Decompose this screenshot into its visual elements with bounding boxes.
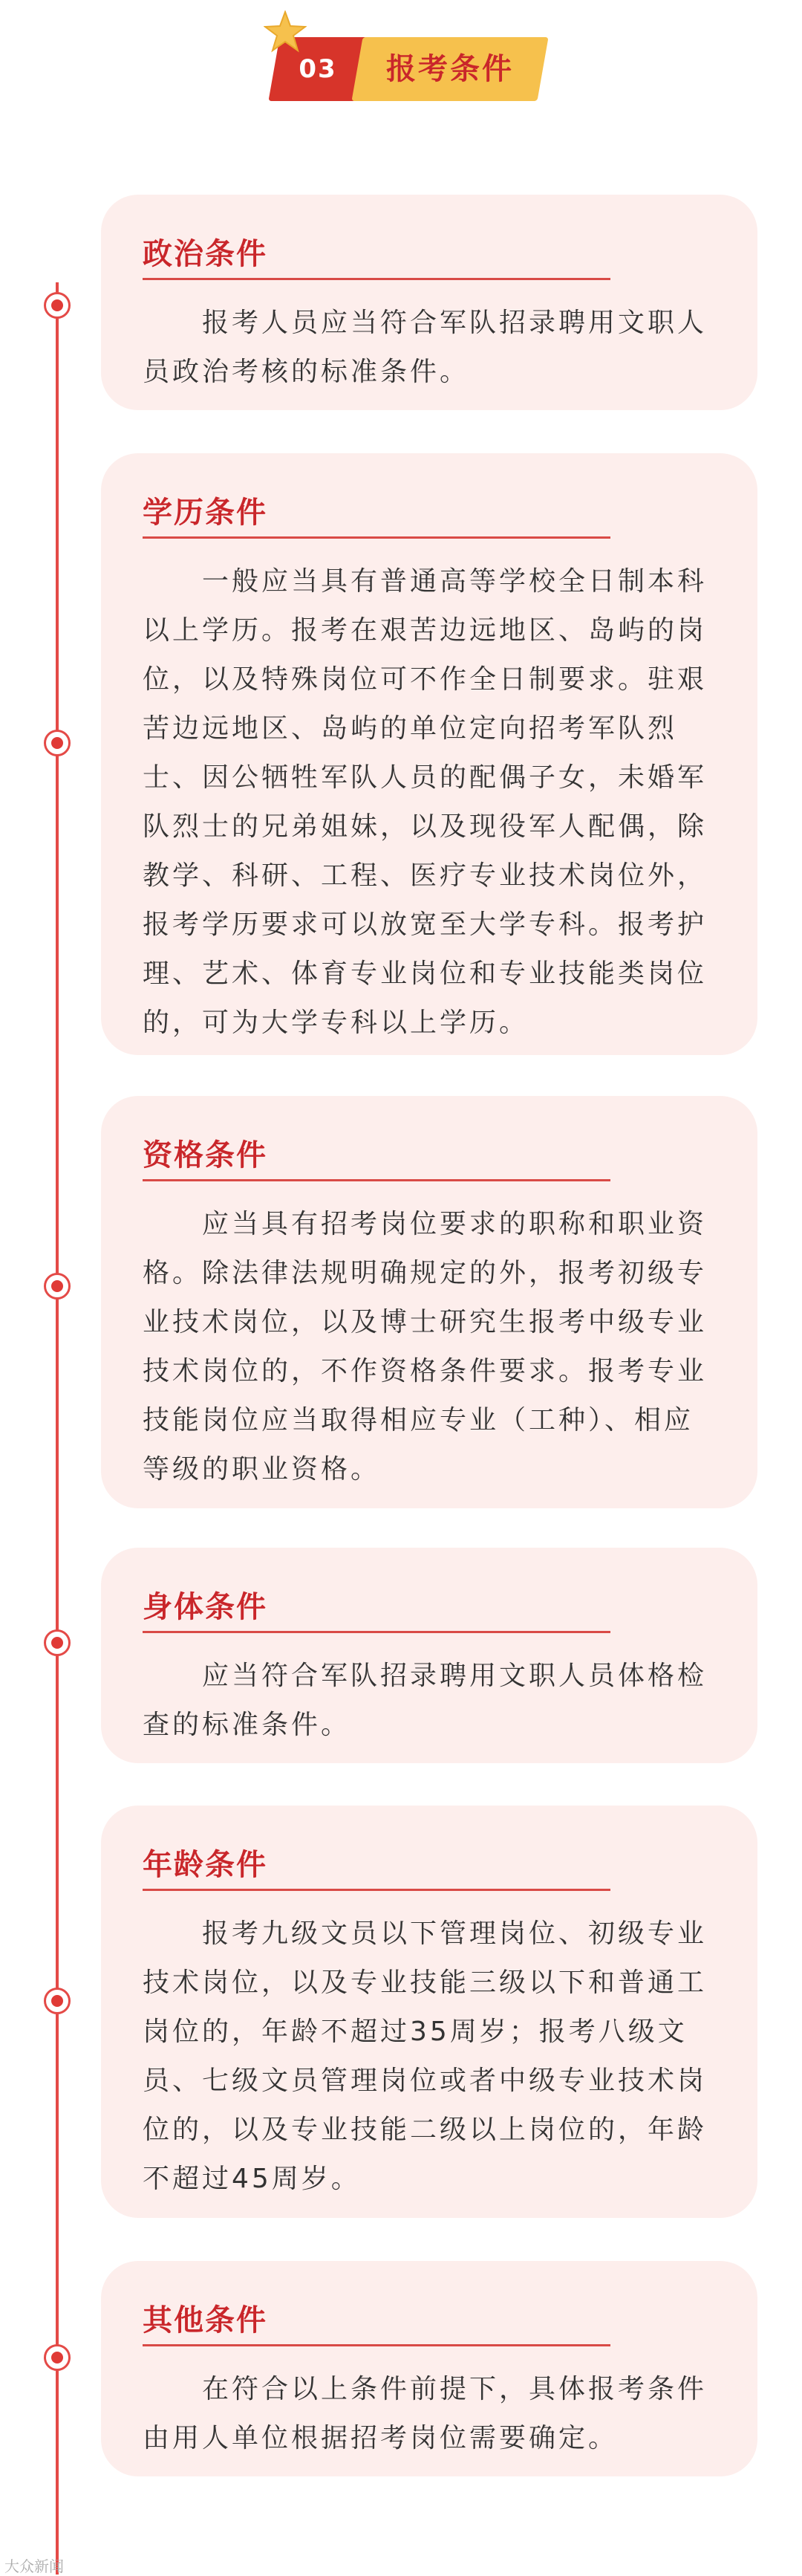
card-title: 政治条件	[143, 237, 267, 271]
timeline-line	[56, 282, 59, 2575]
card-divider	[143, 1889, 610, 1891]
card-title: 年龄条件	[143, 1848, 267, 1882]
card-title: 资格条件	[143, 1138, 267, 1172]
card-title: 身体条件	[143, 1590, 267, 1624]
condition-card-qualification	[101, 1096, 757, 1508]
card-body: 在符合以上条件前提下，具体报考条件由用人单位根据招考岗位需要确定。	[143, 2374, 708, 2453]
watermark: 大众新闻	[4, 2557, 64, 2575]
condition-card-education	[101, 453, 757, 1055]
condition-card-physical	[101, 1548, 757, 1763]
card-body: 应当符合军队招录聘用文职人员体格检查的标准条件。	[143, 1661, 708, 1740]
card-title: 学历条件	[143, 496, 267, 530]
section-number: 03	[299, 54, 337, 84]
card-divider	[143, 278, 610, 280]
card-divider	[143, 1631, 610, 1633]
card-divider	[143, 1179, 610, 1181]
card-divider	[143, 536, 610, 539]
timeline-dot	[44, 1629, 71, 1656]
card-body: 一般应当具有普通高等学校全日制本科以上学历。报考在艰苦边远地区、岛屿的岗位，以及特殊岗位可不作全日制要求。驻艰苦边远地区、岛屿的单位定向招考军队烈士、因公牺牲军队人员的配偶子女，未婚军队烈士的兄弟姐妹，以及现役军人配偶，除教学、科研、工程、医疗专业技术岗位外，报考学历要求可以放宽至大学专科。报考护理、艺术、体育专业岗位和专业技能类岗位的，可为大学专科以上学历。	[143, 566, 708, 1038]
section-title: 报考条件	[386, 52, 514, 86]
card-body: 报考人员应当符合军队招录聘用文职人员政治考核的标准条件。	[143, 308, 708, 387]
condition-card-age	[101, 1806, 757, 2218]
card-body: 应当具有招考岗位要求的职称和职业资格。除法律法规明确规定的外，报考初级专业技术岗位，以及博士研究生报考中级专业技术岗位的，不作资格条件要求。报考专业技能岗位应当取得相应专业（工种）、相应等级的职业资格。	[143, 1209, 708, 1485]
timeline-dot	[44, 292, 71, 319]
timeline-dot	[44, 1988, 71, 2014]
card-body: 报考九级文员以下管理岗位、初级专业技术岗位，以及专业技能三级以下和普通工岗位的，年龄不超过35周岁；报考八级文员、七级文员管理岗位或者中级专业技术岗位的，以及专业技能二级以上岗位的，年龄不超过45周岁。	[143, 1918, 708, 2194]
timeline-dot	[44, 1273, 71, 1300]
timeline-dot	[44, 2344, 71, 2371]
card-divider	[143, 2344, 610, 2346]
condition-card-political	[101, 195, 757, 410]
card-title: 其他条件	[143, 2303, 267, 2337]
condition-card-other	[101, 2261, 757, 2476]
timeline-dot	[44, 730, 71, 756]
star-icon	[264, 10, 307, 53]
